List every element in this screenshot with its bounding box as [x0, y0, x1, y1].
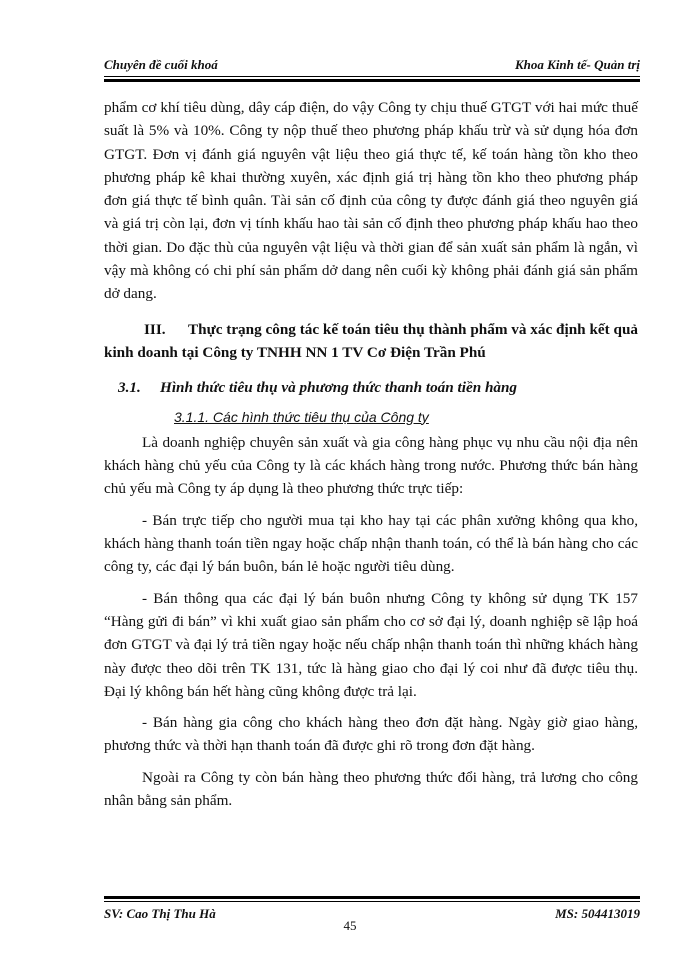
page-header [104, 53, 640, 75]
header-rule-thin [104, 76, 640, 77]
subsection-title: Hình thức tiêu thụ và phương thức thanh toán tiền hàng [160, 379, 518, 397]
paragraph-1: phẩm cơ khí tiêu dùng, dây cáp điện, do vậy Công ty chịu thuế GTGT với hai mức thuế suất là 5% và 10%. Công ty nộp thuế theo phương pháp khấu trừ và sử dụng hóa đơn GTGT. Đơn vị đánh giá nguyên vật liệu theo giá thực tế, kế toán hàng tồn kho theo phương pháp kê khai thường xuyên, xác định giá trị hàng tồn kho theo phương pháp đơn giá thực tế bình quân. Tài sản cố định của công ty được đánh giá theo nguyên giá và giá trị còn lại, đơn vị tính khấu hao tài sản cố định theo phương pháp khấu hao theo thời gian. Do đặc thù của nguyên vật liệu và thời gian để sản xuất sản phẩm là ngắn, vì vậy mà không có chi phí sản phẩm dở dang nên cuối kỳ không phải đánh giá sản phẩm dở dang. [104, 99, 638, 303]
header-right-text: Khoa Kinh tế- Quản trị [515, 57, 640, 72]
section-heading-iii [104, 318, 638, 365]
paragraph-4: - Bán thông qua các đại lý bán buôn nhưng Công ty không sử dụng TK 157 “Hàng gửi đi bán” vì khi xuất giao sản phẩm cho cơ sở đại lý, doanh nghiệp sẽ lập hoá đơn GTGT và đại lý trả tiền ngay hoặc nếu chấp nhận thanh toán thì những khách hàng này được theo dõi trên TK 131, tức là hàng giao cho đại lý coi như đã được tiêu thụ. Đại lý không bán hết hàng cũng không được trả lại. [104, 589, 638, 700]
page-body [104, 96, 638, 812]
subsection-number: 3.1. [118, 379, 141, 397]
header-rule-thick [104, 79, 640, 82]
section-heading-3-1-1 [174, 406, 638, 429]
paragraph-2: Là doanh nghiệp chuyên sản xuất và gia công hàng phục vụ nhu cầu nội địa nên khách hàng chủ yếu của Công ty là các khách hàng trong nước. Phương thức bán hàng chủ yếu mà Công ty áp dụng là theo phương thức trực tiếp: [104, 433, 638, 498]
footer-rule-thick [104, 896, 640, 899]
section-heading-3-1 [104, 376, 638, 399]
subsubsection-title: 3.1.1. Các hình thức tiêu thụ của Công ty [174, 408, 429, 425]
footer-student-id: MS: 504413019 [555, 906, 640, 921]
header-left-text: Chuyên đề cuối khoá [104, 57, 218, 72]
paragraph-3: - Bán trực tiếp cho người mua tại kho hay tại các phân xưởng không qua kho, khách hàng thanh toán tiền ngay hoặc chấp nhận thanh toán, có thể là bán hàng cho các công ty, các đại lý bán buôn, bán lẻ hoặc người tiêu dùng. [104, 511, 638, 576]
section-number: III. [144, 320, 166, 338]
footer-student-name: SV: Cao Thị Thu Hà [104, 906, 216, 921]
page-number: 45 [343, 918, 357, 933]
section-title: Thực trạng công tác kế toán tiêu thụ thành phẩm và xác định kết quả kinh doanh tại Công ty TNHH NN 1 TV Cơ Điện Trần Phú [104, 320, 638, 361]
paragraph-5: - Bán hàng gia công cho khách hàng theo đơn đặt hàng. Ngày giờ giao hàng, phương thức và thời hạn thanh toán đã được ghi rõ trong đơn đặt hàng. [104, 714, 638, 755]
footer-rule-thin [104, 901, 640, 902]
paragraph-6: Ngoài ra Công ty còn bán hàng theo phương thức đổi hàng, trả lương cho công nhân bằng sản phẩm. [104, 768, 638, 810]
